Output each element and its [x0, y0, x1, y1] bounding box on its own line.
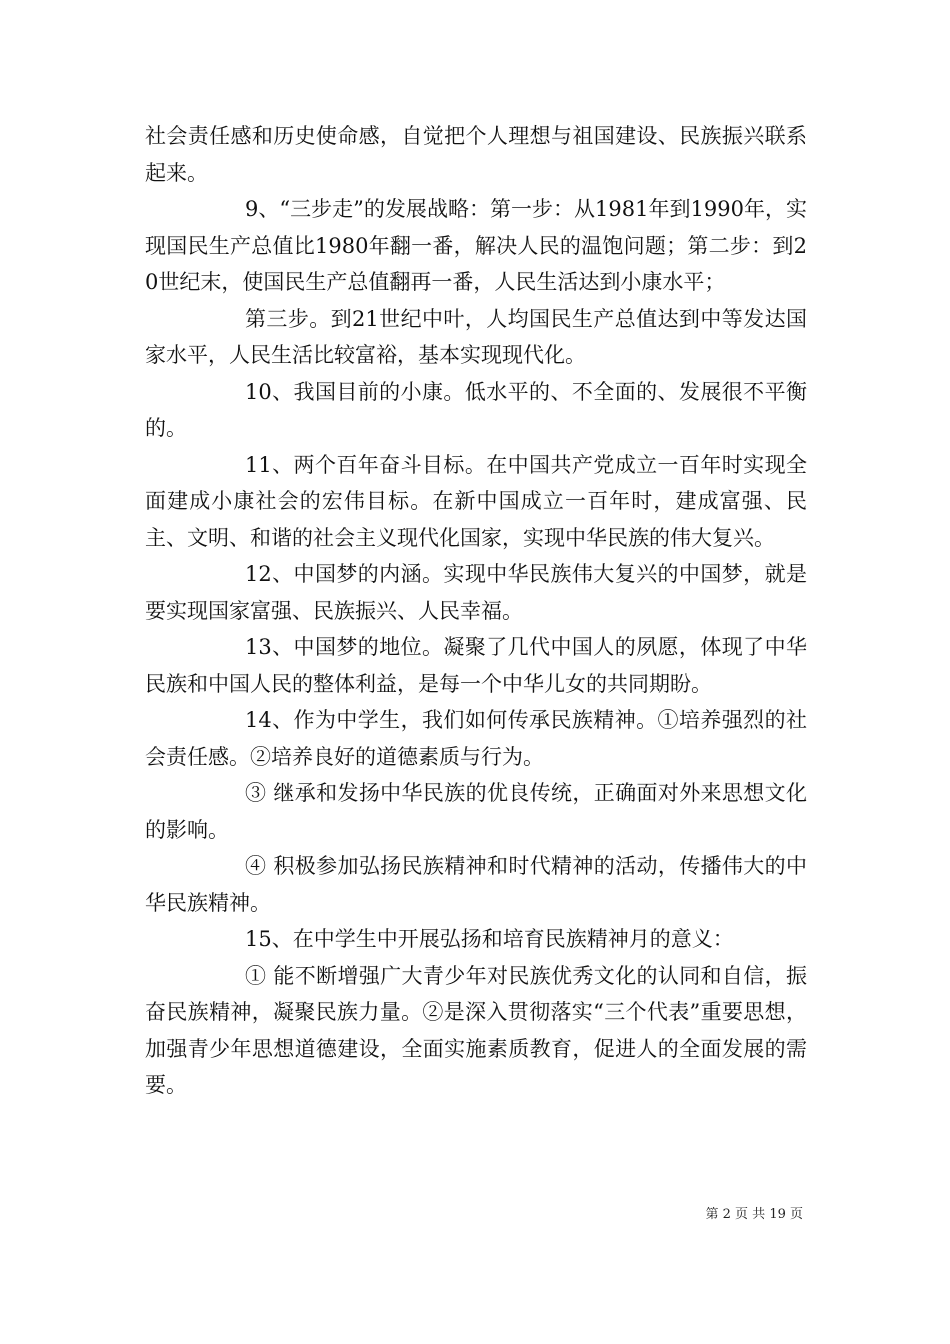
paragraph-item-10: 10、我国目前的小康。低水平的、不全面的、发展很不平衡的。 — [145, 379, 807, 440]
paragraph-item-15-detail: ① 能不断增强广大青少年对民族优秀文化的认同和自信，振奋民族精神，凝聚民族力量。②是深入贯彻落实“三个代表”重要思想，加强青少年思想道德建设，全面实施素质教育，促进人的全面发展的需要。 — [145, 963, 807, 1097]
paragraph-item-11: 11、两个百年奋斗目标。在中国共产党成立一百年时实现全面建成小康社会的宏伟目标。在新中国成立一百年时，建成富强、民主、文明、和谐的社会主义现代化国家，实现中华民族的伟大复兴。 — [145, 452, 807, 550]
page-number-footer: 第 2 页 共 19 页 — [705, 1207, 803, 1222]
paragraph-item-14-point-4: ④ 积极参加弘扬民族精神和时代精神的活动，传播伟大的中华民族精神。 — [145, 854, 807, 915]
paragraph-item-15: 15、在中学生中开展弘扬和培育民族精神月的意义： — [245, 927, 734, 951]
paragraph-item-14: 14、作为中学生，我们如何传承民族精神。①培养强烈的社会责任感。②培养良好的道德素质与行为。 — [145, 708, 807, 769]
paragraph-item-9: 9、“三步走”的发展战略：第一步：从1981年到1990年，实现国民生产总值比1980年翻一番，解决人民的温饱问题；第二步：到20世纪末，使国民生产总值翻再一番，人民生活达到小康水平； — [145, 197, 807, 294]
paragraph-item-9-step-3: 第三步。到21世纪中叶，人均国民生产总值达到中等发达国家水平，人民生活比较富裕，基本实现现代化。 — [145, 306, 807, 367]
paragraph-item-13: 13、中国梦的地位。凝聚了几代中国人的夙愿，体现了中华民族和中国人民的整体利益，是每一个中华儿女的共同期盼。 — [145, 635, 807, 696]
document-body — [145, 118, 807, 1104]
paragraph-continuation: 社会责任感和历史使命感，自觉把个人理想与祖国建设、民族振兴联系起来。 — [145, 124, 807, 185]
paragraph-item-12: 12、中国梦的内涵。实现中华民族伟大复兴的中国梦，就是要实现国家富强、民族振兴、人民幸福。 — [145, 562, 807, 623]
paragraph-item-14-point-3: ③ 继承和发扬中华民族的优良传统，正确面对外来思想文化的影响。 — [145, 781, 807, 842]
